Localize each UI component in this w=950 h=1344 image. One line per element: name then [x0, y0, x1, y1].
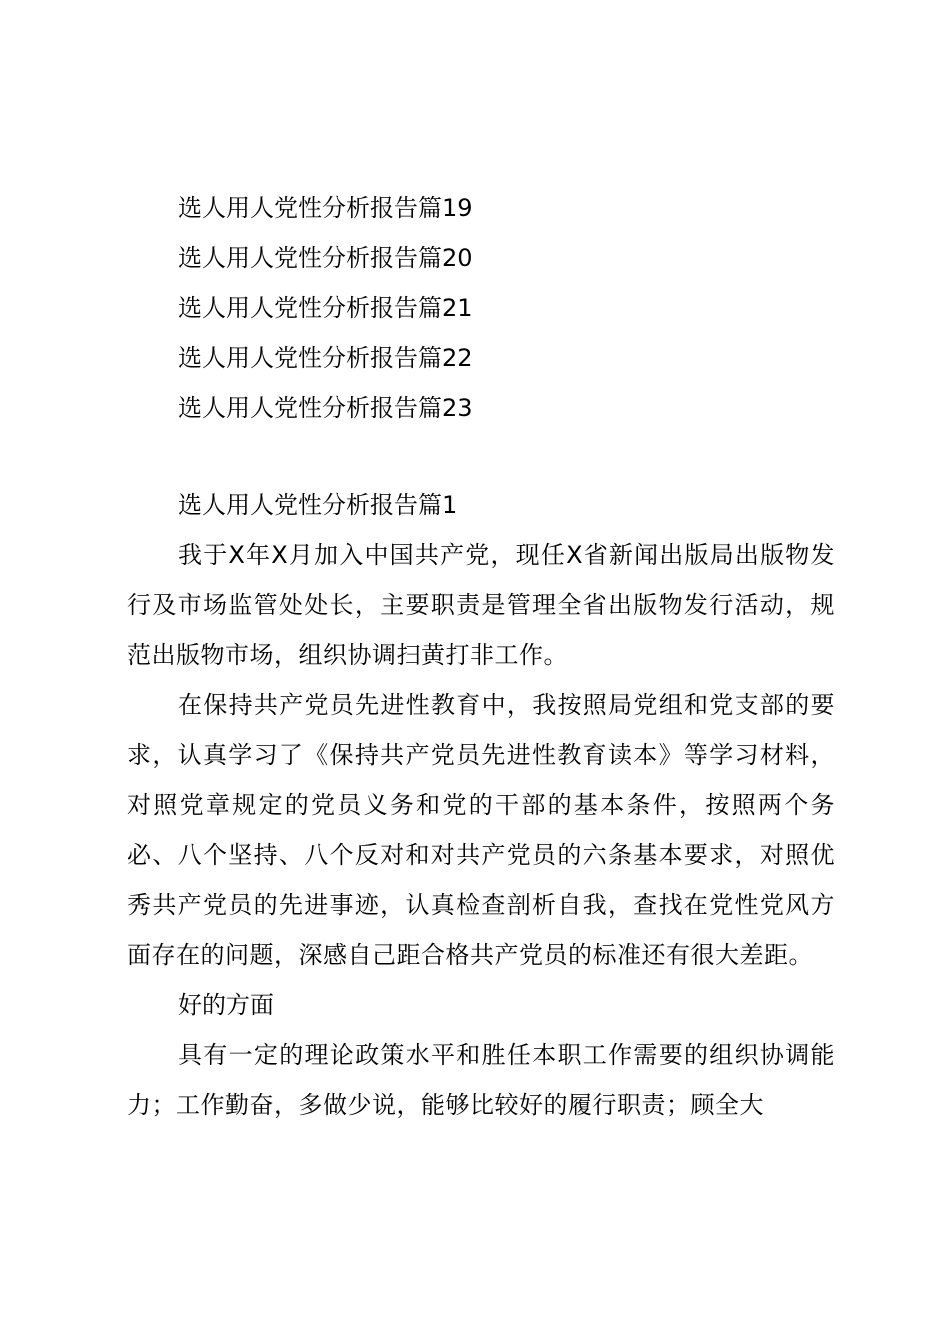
toc-item[interactable]: 选人用人党性分析报告篇21: [178, 294, 473, 322]
table-of-contents: [178, 183, 778, 433]
paragraph: 我于X年X月加入中国共产党，现任X省新闻出版局出版物发行及市场监管处处长，主要职责是管理全省出版物发行活动，规范出版物市场，组织协调扫黄打非工作。: [127, 541, 835, 669]
toc-item[interactable]: 选人用人党性分析报告篇23: [178, 394, 473, 422]
toc-item[interactable]: 选人用人党性分析报告篇20: [178, 244, 473, 272]
paragraph: 在保持共产党员先进性教育中，我按照局党组和党支部的要求，认真学习了《保持共产党员先进性教育读本》等学习材料，对照党章规定的党员义务和党的干部的基本条件，按照两个务必、八个坚持、八个反对和对共产党员的六条基本要求，对照优秀共产党员的先进事迹，认真检查剖析自我，查找在党性党风方面存在的问题，深感自己距合格共产党员的标准还有很大差距。: [127, 691, 835, 969]
subheading: 好的方面: [178, 991, 274, 1019]
paragraph: 具有一定的理论政策水平和胜任本职工作需要的组织协调能力；工作勤奋，多做少说，能够比较好的履行职责；顾全大: [127, 1041, 835, 1119]
toc-item[interactable]: 选人用人党性分析报告篇22: [178, 344, 473, 372]
toc-item[interactable]: 选人用人党性分析报告篇19: [178, 194, 473, 222]
document-body: [127, 480, 835, 1130]
section-title: 选人用人党性分析报告篇1: [178, 491, 458, 519]
